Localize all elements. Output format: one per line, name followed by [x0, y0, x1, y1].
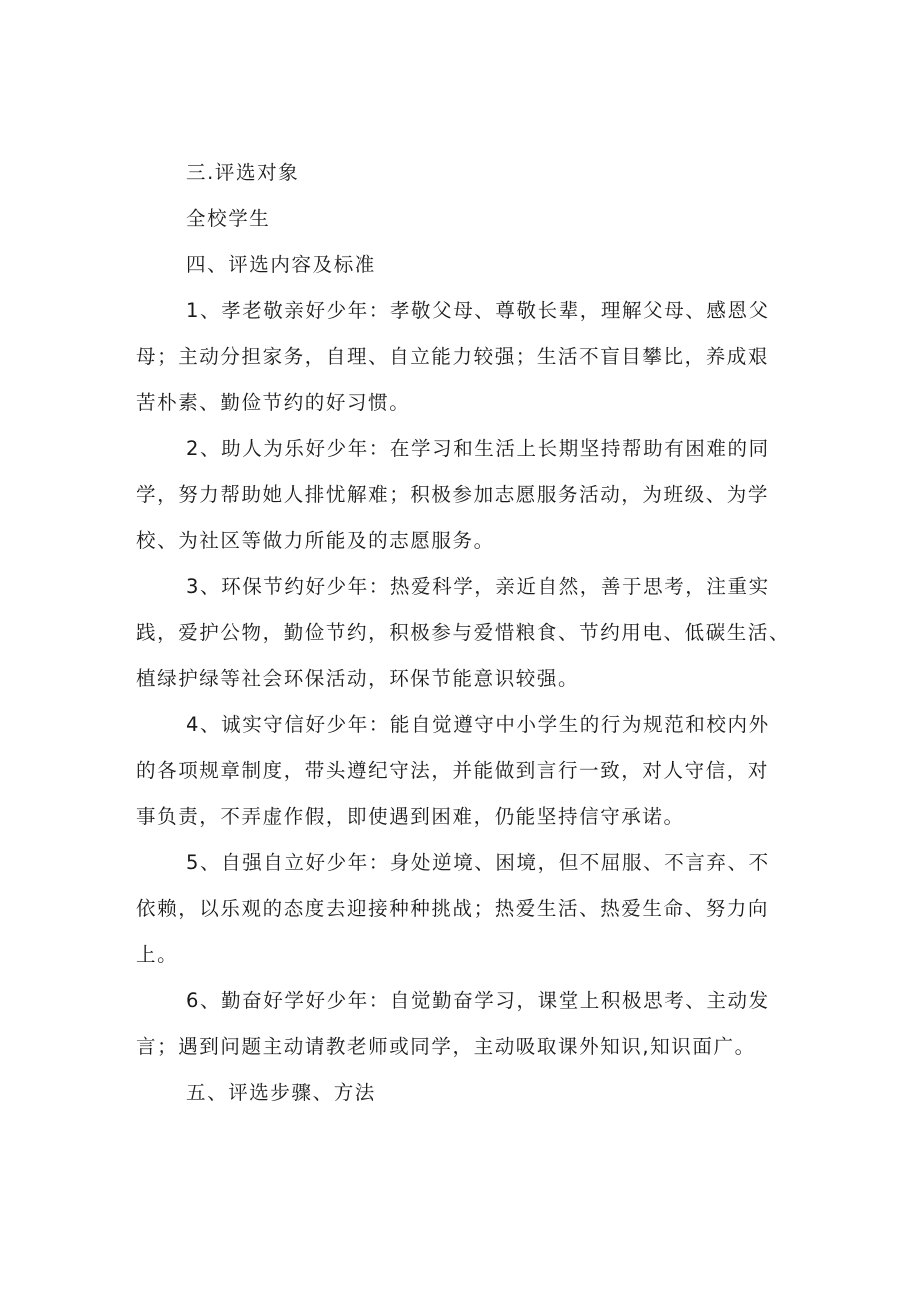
criteria-item-4 — [136, 702, 800, 840]
text-line: 全校学生 — [186, 207, 271, 230]
section-4-heading — [136, 242, 800, 288]
section-3-heading — [136, 150, 800, 196]
paragraph-line: 学，努力帮助她人排忧解难；积极参加志愿服务活动，为班级、为学 — [136, 483, 770, 506]
paragraph-line: 苦朴素、勤俭节约的好习惯。 — [136, 391, 411, 414]
paragraph-line: 言；遇到问题主动请教老师或同学，主动吸取课外知识,知识面广。 — [136, 1035, 756, 1058]
criteria-item-3 — [136, 564, 800, 702]
paragraph-line: 校、为社区等做力所能及的志愿服务。 — [136, 529, 495, 552]
section-3-body — [136, 196, 800, 242]
criteria-item-5 — [136, 840, 800, 978]
paragraph-line: 3、环保节约好少年：热爱科学，亲近自然，善于思考，注重实 — [186, 575, 770, 598]
criteria-item-6 — [136, 978, 800, 1070]
heading-line: 五、评选步骤、方法 — [186, 1081, 376, 1104]
heading-line: 三.评选对象 — [186, 161, 300, 184]
paragraph-line: 上。 — [136, 943, 179, 966]
criteria-item-1 — [136, 288, 800, 426]
paragraph-line: 植绿护绿等社会环保活动，环保节能意识较强。 — [136, 667, 580, 690]
paragraph-line: 依赖，以乐观的态度去迎接种种挑战；热爱生活、热爱生命、努力向 — [136, 897, 770, 920]
paragraph-line: 母；主动分担家务，自理、自立能力较强；生活不盲目攀比，养成艰 — [136, 345, 770, 368]
section-5-heading — [136, 1070, 800, 1116]
paragraph-line: 践，爱护公物，勤俭节约，积极参与爱惜粮食、节约用电、低碳生活、 — [136, 621, 791, 644]
paragraph-line: 6、勤奋好学好少年：自觉勤奋学习，课堂上积极思考、主动发 — [186, 989, 770, 1012]
criteria-item-2 — [136, 426, 800, 564]
paragraph-line: 的各项规章制度，带头遵纪守法，并能做到言行一致，对人守信，对 — [136, 759, 770, 782]
paragraph-line: 5、自强自立好少年：身处逆境、困境，但不屈服、不言弃、不 — [186, 851, 770, 874]
paragraph-line: 2、助人为乐好少年：在学习和生活上长期坚持帮助有困难的同 — [186, 437, 770, 460]
paragraph-line: 事负责，不弄虚作假，即使遇到困难，仍能坚持信守承诺。 — [136, 805, 685, 828]
paragraph-line: 1、孝老敬亲好少年：孝敬父母、尊敬长辈，理解父母、感恩父 — [186, 299, 770, 322]
paragraph-line: 4、诚实守信好少年：能自觉遵守中小学生的行为规范和校内外 — [186, 713, 770, 736]
document-body — [136, 150, 800, 1116]
heading-line: 四、评选内容及标准 — [186, 253, 376, 276]
